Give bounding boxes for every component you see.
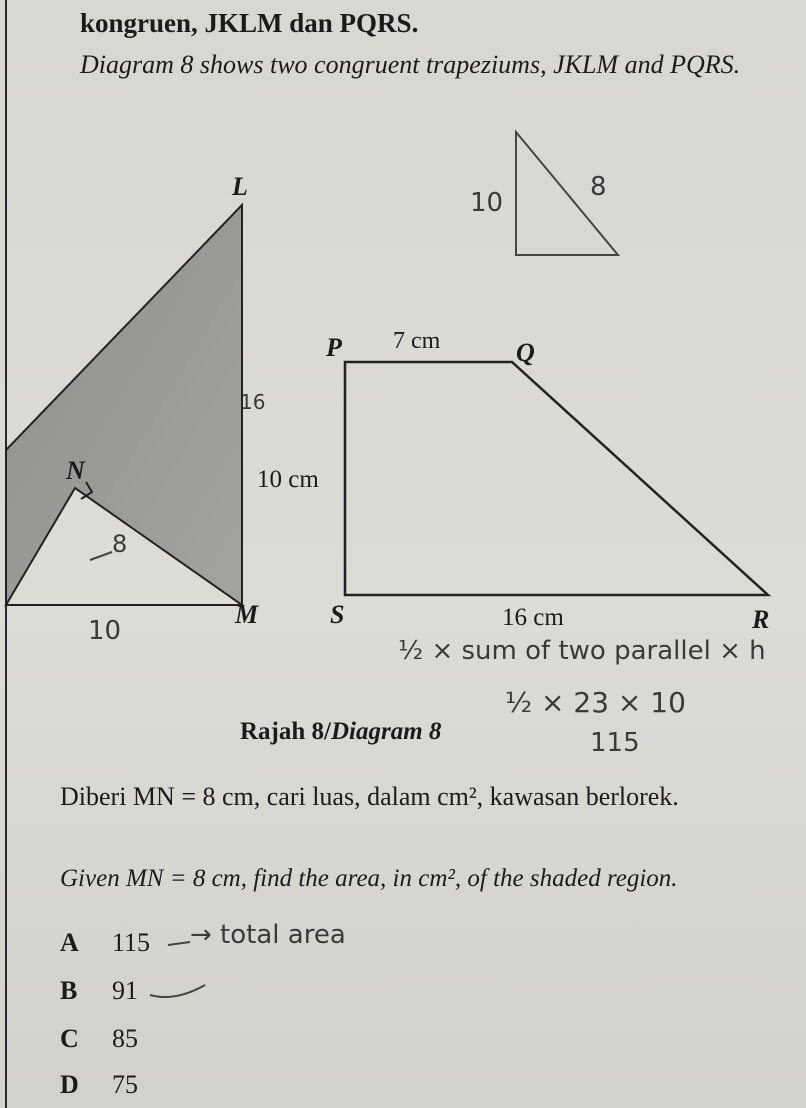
vertex-q-label: Q: [516, 338, 535, 367]
hand-sketch-8: 8: [590, 172, 607, 202]
intro-text: Diagram 8 shows two congruent trapeziums, JKLM and PQRS.: [80, 50, 741, 79]
ps-length: 10 cm: [257, 466, 319, 493]
diagram-caption: [240, 718, 441, 746]
vertex-p-label: P: [326, 333, 342, 362]
hand-tick-stroke: [150, 985, 205, 997]
hand-note-total-area: → total area: [190, 920, 346, 950]
option-b-letter: B: [60, 976, 78, 1005]
option-b[interactable]: [60, 976, 138, 1006]
hand-left-8: 8: [112, 530, 128, 558]
pq-length: 7 cm: [393, 328, 441, 354]
vertex-r-label: R: [752, 605, 770, 634]
hand-sketch-10: 10: [470, 188, 504, 218]
option-a-value: 115: [112, 928, 151, 957]
vertex-s-label: S: [330, 600, 345, 629]
option-c[interactable]: [60, 1024, 138, 1054]
vertex-l-label: L: [232, 172, 248, 201]
option-d-value: 75: [112, 1070, 138, 1099]
option-d-letter: D: [60, 1070, 79, 1099]
option-d[interactable]: [60, 1070, 138, 1100]
option-a[interactable]: [60, 928, 150, 958]
hand-result: 115: [590, 728, 640, 758]
hand-left-10: 10: [88, 616, 122, 646]
option-c-letter: C: [60, 1024, 79, 1053]
vertex-m-label: M: [235, 600, 259, 629]
hand-calc: ½ × 23 × 10: [505, 686, 686, 719]
hand-arrow-stroke: [168, 942, 190, 945]
hand-left-16: 16: [240, 390, 266, 414]
option-c-value: 85: [112, 1024, 138, 1053]
vertex-n-label: N: [66, 456, 85, 485]
caption-en: Diagram 8: [330, 718, 442, 745]
hand-formula: ½ × sum of two parallel × h: [398, 636, 766, 666]
question-english: Given MN = 8 cm, find the area, in cm², of the shaded region.: [60, 865, 678, 892]
caption-ms: Rajah 8/: [240, 718, 331, 745]
option-a-letter: A: [60, 928, 79, 957]
header-text: kongruen, JKLM dan PQRS.: [80, 8, 419, 38]
option-b-value: 91: [112, 976, 138, 1005]
trapezium-pqrs: [345, 362, 768, 595]
question-malay: Diberi MN = 8 cm, cari luas, dalam cm², kawasan berlorek.: [60, 782, 679, 811]
sr-length: 16 cm: [502, 604, 564, 631]
